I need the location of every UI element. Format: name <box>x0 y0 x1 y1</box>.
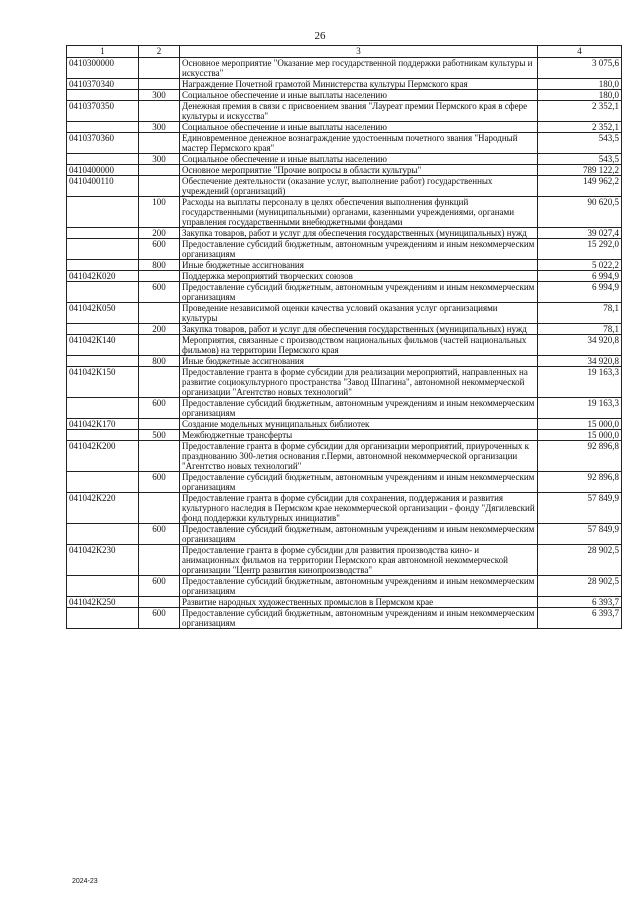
row-code <box>67 228 139 239</box>
row-name: Предоставление субсидий бюджетным, автономным учреждениям и иным некоммерческим организациям <box>180 282 538 303</box>
row-expense-type: 200 <box>139 324 180 335</box>
row-name: Предоставление гранта в форме субсидии для реализации мероприятий, направленных на развитие социокультурного пространства "Завод Шпагина", автономной некоммерческой организации "Агентство новых технологий" <box>180 367 538 398</box>
row-code: 041042К230 <box>67 545 139 576</box>
row-expense-type: 200 <box>139 228 180 239</box>
table-row <box>67 303 622 324</box>
row-amount: 92 896,8 <box>538 441 622 472</box>
row-code: 0410400110 <box>67 176 139 197</box>
row-name: Денежная премия в связи с присвоением звания "Лауреат премии Пермского края в сфере культуры и искусства" <box>180 101 538 122</box>
row-amount: 92 896,8 <box>538 472 622 493</box>
row-expense-type: 600 <box>139 282 180 303</box>
row-code <box>67 398 139 419</box>
row-name: Предоставление субсидий бюджетным, автономным учреждениям и иным некоммерческим организациям <box>180 524 538 545</box>
row-name: Расходы на выплаты персоналу в целях обеспечения выполнения функций государственными (муниципальными) органами, казенными учреждениями, органами управления государственными внебюджетными фондами <box>180 197 538 228</box>
row-code <box>67 324 139 335</box>
row-amount: 57 849,9 <box>538 493 622 524</box>
table-row <box>67 356 622 367</box>
row-name: Предоставление гранта в форме субсидии для организации мероприятий, приуроченных к празднованию 300-летия основания г.Перми, автономной некоммерческой организации "Агентство новых технологий" <box>180 441 538 472</box>
row-expense-type: 600 <box>139 239 180 260</box>
row-expense-type <box>139 367 180 398</box>
row-expense-type <box>139 133 180 154</box>
table-row <box>67 154 622 165</box>
row-code: 041042К200 <box>67 441 139 472</box>
row-code: 041042К220 <box>67 493 139 524</box>
table-row <box>67 122 622 133</box>
row-name: Иные бюджетные ассигнования <box>180 260 538 271</box>
row-expense-type: 600 <box>139 608 180 629</box>
table-body <box>67 58 622 629</box>
row-code <box>67 260 139 271</box>
row-amount: 39 027,4 <box>538 228 622 239</box>
row-expense-type: 600 <box>139 398 180 419</box>
row-code <box>67 197 139 228</box>
row-expense-type <box>139 441 180 472</box>
row-amount: 5 022,2 <box>538 260 622 271</box>
table-row <box>67 493 622 524</box>
row-name: Обеспечение деятельности (оказание услуг, выполнение работ) государственных учреждений (организаций) <box>180 176 538 197</box>
row-expense-type <box>139 58 180 79</box>
row-expense-type: 800 <box>139 260 180 271</box>
row-expense-type <box>139 597 180 608</box>
row-amount: 180,0 <box>538 90 622 101</box>
row-expense-type <box>139 271 180 282</box>
table-row <box>67 176 622 197</box>
row-code <box>67 608 139 629</box>
table-row <box>67 441 622 472</box>
row-code <box>67 356 139 367</box>
row-code <box>67 154 139 165</box>
table-row <box>67 228 622 239</box>
row-amount: 34 920,8 <box>538 335 622 356</box>
row-name: Развитие народных художественных промыслов в Пермском крае <box>180 597 538 608</box>
row-code: 041042К140 <box>67 335 139 356</box>
row-name: Единовременное денежное вознаграждение удостоенным почетного звания "Народный мастер Пермского края" <box>180 133 538 154</box>
table-row <box>67 545 622 576</box>
row-name: Поддержка мероприятий творческих союзов <box>180 271 538 282</box>
row-expense-type: 300 <box>139 122 180 133</box>
footer-code: 2024-23 <box>72 878 98 885</box>
column-header: 2 <box>139 46 180 58</box>
row-name: Социальное обеспечение и иные выплаты населению <box>180 154 538 165</box>
table-row <box>67 90 622 101</box>
row-expense-type: 100 <box>139 197 180 228</box>
row-amount: 57 849,9 <box>538 524 622 545</box>
row-name: Предоставление субсидий бюджетным, автономным учреждениям и иным некоммерческим организациям <box>180 239 538 260</box>
row-amount: 6 994,9 <box>538 282 622 303</box>
row-name: Социальное обеспечение и иные выплаты населению <box>180 90 538 101</box>
row-expense-type <box>139 79 180 90</box>
row-expense-type <box>139 303 180 324</box>
table-row <box>67 133 622 154</box>
row-code: 041042К050 <box>67 303 139 324</box>
table-row <box>67 165 622 176</box>
row-name: Предоставление гранта в форме субсидии для сохранения, поддержания и развития культурного наследия в Пермском крае некоммерческой организации - фонду "Дягилевский фонд поддержки культурных инициатив" <box>180 493 538 524</box>
row-code <box>67 472 139 493</box>
row-expense-type <box>139 493 180 524</box>
row-amount: 6 994,9 <box>538 271 622 282</box>
row-amount: 2 352,1 <box>538 101 622 122</box>
table-row <box>67 335 622 356</box>
budget-table <box>66 45 622 629</box>
row-expense-type: 800 <box>139 356 180 367</box>
table-row <box>67 524 622 545</box>
row-code: 0410370340 <box>67 79 139 90</box>
row-code: 0410370360 <box>67 133 139 154</box>
row-amount: 28 902,5 <box>538 545 622 576</box>
row-name: Предоставление субсидий бюджетным, автономным учреждениям и иным некоммерческим организациям <box>180 576 538 597</box>
row-amount: 6 393,7 <box>538 597 622 608</box>
table-row <box>67 271 622 282</box>
table-row <box>67 472 622 493</box>
column-header: 3 <box>180 46 538 58</box>
row-code: 0410300000 <box>67 58 139 79</box>
column-header: 1 <box>67 46 139 58</box>
row-expense-type: 500 <box>139 430 180 441</box>
row-name: Закупка товаров, работ и услуг для обеспечения государственных (муниципальных) нужд <box>180 228 538 239</box>
row-code: 041042К170 <box>67 419 139 430</box>
table-row <box>67 58 622 79</box>
page-number: 26 <box>314 30 326 42</box>
table-row <box>67 260 622 271</box>
row-expense-type <box>139 101 180 122</box>
row-amount: 3 075,6 <box>538 58 622 79</box>
row-amount: 34 920,8 <box>538 356 622 367</box>
row-name: Предоставление субсидий бюджетным, автономным учреждениям и иным некоммерческим организациям <box>180 608 538 629</box>
row-code: 0410370350 <box>67 101 139 122</box>
column-header: 4 <box>538 46 622 58</box>
table-row <box>67 197 622 228</box>
row-name: Социальное обеспечение и иные выплаты населению <box>180 122 538 133</box>
row-amount: 90 620,5 <box>538 197 622 228</box>
row-code: 0410400000 <box>67 165 139 176</box>
table-row <box>67 398 622 419</box>
row-name: Межбюджетные трансферты <box>180 430 538 441</box>
row-amount: 6 393,7 <box>538 608 622 629</box>
row-name: Проведение независимой оценки качества условий оказания услуг организациями культуры <box>180 303 538 324</box>
table-header-row <box>67 46 622 58</box>
row-name: Мероприятия, связанные с производством национальных фильмов (частей национальных фильмов) на территории Пермского края <box>180 335 538 356</box>
row-code: 041042К250 <box>67 597 139 608</box>
row-amount: 15 292,0 <box>538 239 622 260</box>
row-name: Награждение Почетной грамотой Министерства культуры Пермского края <box>180 79 538 90</box>
row-amount: 789 122,2 <box>538 165 622 176</box>
row-amount: 15 000,0 <box>538 430 622 441</box>
row-name: Предоставление гранта в форме субсидии для развития производства кино- и анимационных фильмов на территории Пермского края автономной некоммерческой организации "Центр развития кинопроизводства" <box>180 545 538 576</box>
row-code: 041042К150 <box>67 367 139 398</box>
row-expense-type: 600 <box>139 524 180 545</box>
row-amount: 180,0 <box>538 79 622 90</box>
row-amount: 543,5 <box>538 133 622 154</box>
table-row <box>67 367 622 398</box>
row-expense-type: 300 <box>139 154 180 165</box>
row-amount: 149 962,2 <box>538 176 622 197</box>
row-amount: 78,1 <box>538 303 622 324</box>
row-amount: 78,1 <box>538 324 622 335</box>
table-row <box>67 79 622 90</box>
row-name: Предоставление субсидий бюджетным, автономным учреждениям и иным некоммерческим организациям <box>180 472 538 493</box>
row-code <box>67 282 139 303</box>
row-expense-type <box>139 165 180 176</box>
row-name: Создание модельных муниципальных библиотек <box>180 419 538 430</box>
row-code: 041042К020 <box>67 271 139 282</box>
row-name: Закупка товаров, работ и услуг для обеспечения государственных (муниципальных) нужд <box>180 324 538 335</box>
row-amount: 28 902,5 <box>538 576 622 597</box>
row-expense-type <box>139 335 180 356</box>
row-expense-type: 600 <box>139 576 180 597</box>
row-amount: 15 000,0 <box>538 419 622 430</box>
row-amount: 543,5 <box>538 154 622 165</box>
row-code <box>67 122 139 133</box>
table-row <box>67 419 622 430</box>
row-expense-type <box>139 176 180 197</box>
row-amount: 19 163,3 <box>538 398 622 419</box>
table-row <box>67 324 622 335</box>
row-code <box>67 90 139 101</box>
table-row <box>67 239 622 260</box>
row-name: Основное мероприятие "Прочие вопросы в области культуры" <box>180 165 538 176</box>
row-expense-type <box>139 419 180 430</box>
row-expense-type: 300 <box>139 90 180 101</box>
row-code <box>67 524 139 545</box>
table-row <box>67 597 622 608</box>
row-code <box>67 239 139 260</box>
table-row <box>67 282 622 303</box>
row-name: Предоставление субсидий бюджетным, автономным учреждениям и иным некоммерческим организациям <box>180 398 538 419</box>
row-expense-type: 600 <box>139 472 180 493</box>
row-name: Основное мероприятие "Оказание мер государственной поддержки работникам культуры и искусства" <box>180 58 538 79</box>
row-amount: 19 163,3 <box>538 367 622 398</box>
row-code <box>67 430 139 441</box>
table-row <box>67 430 622 441</box>
table-row <box>67 101 622 122</box>
table-row <box>67 608 622 629</box>
row-amount: 2 352,1 <box>538 122 622 133</box>
row-code <box>67 576 139 597</box>
row-expense-type <box>139 545 180 576</box>
table-row <box>67 576 622 597</box>
row-name: Иные бюджетные ассигнования <box>180 356 538 367</box>
